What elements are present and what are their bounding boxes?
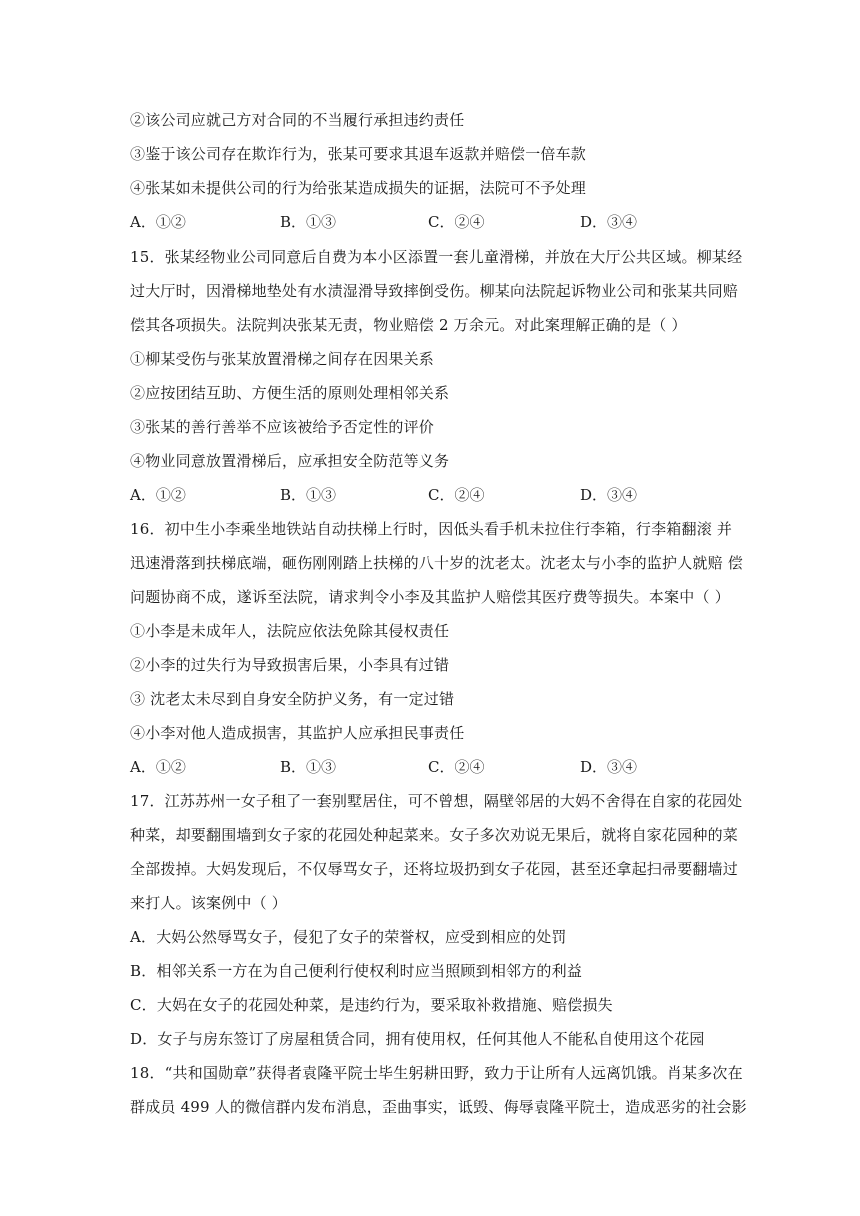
q15-statement-2: ②应按团结互助、方便生活的原则处理相邻关系 [130,384,450,402]
q14-statement-2: ②该公司应就己方对合同的不当履行承担违约责任 [130,111,465,129]
q14-option-c[interactable]: C．②④ [428,213,485,231]
q15-option-c[interactable]: C．②④ [428,486,485,504]
q17-option-a[interactable]: A．大妈公然辱骂女子，侵犯了女子的荣誉权，应受到相应的处罚 [130,928,567,946]
q14-option-a[interactable]: A．①② [130,213,186,231]
q16-option-c[interactable]: C．②④ [428,758,485,776]
q15-stem-line-2: 过大厅时，因滑梯地垫处有水渍湿滑导致摔倒受伤。柳某向法院起诉物业公司和张某共同赔 [130,282,739,300]
q16-statement-1: ①小李是未成年人，法院应依法免除其侵权责任 [130,622,450,640]
q15-options [130,485,730,505]
q16-stem-line-2: 迅速滑落到扶梯底端，砸伤刚刚踏上扶梯的八十岁的沈老太。沈老太与小李的监护人就赔 偿 [130,554,743,572]
q17-stem-line-3: 全部拨掉。大妈发现后，不仅辱骂女子，还将垃圾扔到女子花园，甚至还拿起扫帚要翻墙过 [130,860,739,878]
q18-stem-line-1: 18．“共和国勋章”获得者袁隆平院士毕生躬耕田野，致力于让所有人远离饥饿。肖某多次在 [130,1064,743,1082]
q16-options [130,757,730,777]
q15-stem-line-1: 15．张某经物业公司同意后自费为本小区添置一套儿童滑梯，并放在大厅公共区域。柳某经 [130,248,743,266]
q16-stem-line-1: 16．初中生小李乘坐地铁站自动扶梯上行时，因低头看手机未拉住行李箱，行李箱翻滚 并 [130,520,733,538]
q15-statement-3: ③张某的善行善举不应该被给予否定性的评价 [130,418,435,436]
q16-option-d[interactable]: D．③④ [580,758,638,776]
q15-statement-4: ④物业同意放置滑梯后，应承担安全防范等义务 [130,452,450,470]
q14-option-d[interactable]: D．③④ [580,213,638,231]
q16-statement-4: ④小李对他人造成损害，其监护人应承担民事责任 [130,724,465,742]
q17-option-c[interactable]: C．大妈在女子的花园处种菜，是违约行为，要采取补救措施、赔偿损失 [130,996,613,1014]
q17-stem-line-1: 17．江苏苏州一女子租了一套别墅居住，可不曾想，隔壁邻居的大妈不舍得在自家的花园处 [130,792,743,810]
q18-stem-line-2: 群成员 499 人的微信群内发布消息，歪曲事实，诋毁、侮辱袁隆平院士，造成恶劣的社会影 [130,1098,747,1116]
q16-statement-2: ②小李的过失行为导致损害后果，小李具有过错 [130,656,450,674]
q14-options [130,212,730,232]
q16-option-b[interactable]: B．①③ [280,758,337,776]
q15-option-b[interactable]: B．①③ [280,486,337,504]
q16-option-a[interactable]: A．①② [130,758,186,776]
q16-statement-3: ③ 沈老太未尽到自身安全防护义务，有一定过错 [130,690,455,708]
q14-statement-3: ③鉴于该公司存在欺诈行为，张某可要求其退车返款并赔偿一倍车款 [130,145,587,163]
q14-statement-4: ④张某如未提供公司的行为给张某造成损失的证据，法院可不予处理 [130,179,587,197]
q15-option-a[interactable]: A．①② [130,486,186,504]
q17-stem-line-2: 种菜，却要翻围墙到女子家的花园处种起菜来。女子多次劝说无果后，就将自家花园种的菜 [130,826,739,844]
q16-stem-line-3: 问题协商不成，遂诉至法院，请求判令小李及其监护人赔偿其医疗费等损失。本案中（ ） [130,588,730,606]
q15-stem-line-3: 偿其各项损失。法院判决张某无责，物业赔偿 2 万余元。对此案理解正确的是（ ） [130,316,687,334]
q17-option-d[interactable]: D．女子与房东签订了房屋租赁合同，拥有使用权，任何其他人不能私自使用这个花园 [130,1030,705,1048]
q15-statement-1: ①柳某受伤与张某放置滑梯之间存在因果关系 [130,350,435,368]
q14-option-b[interactable]: B．①③ [280,213,337,231]
q15-option-d[interactable]: D．③④ [580,486,638,504]
q17-stem-line-4: 来打人。该案例中（ ） [130,894,287,912]
q17-option-b[interactable]: B．相邻关系一方在为自己便利行使权利时应当照顾到相邻方的利益 [130,962,583,980]
